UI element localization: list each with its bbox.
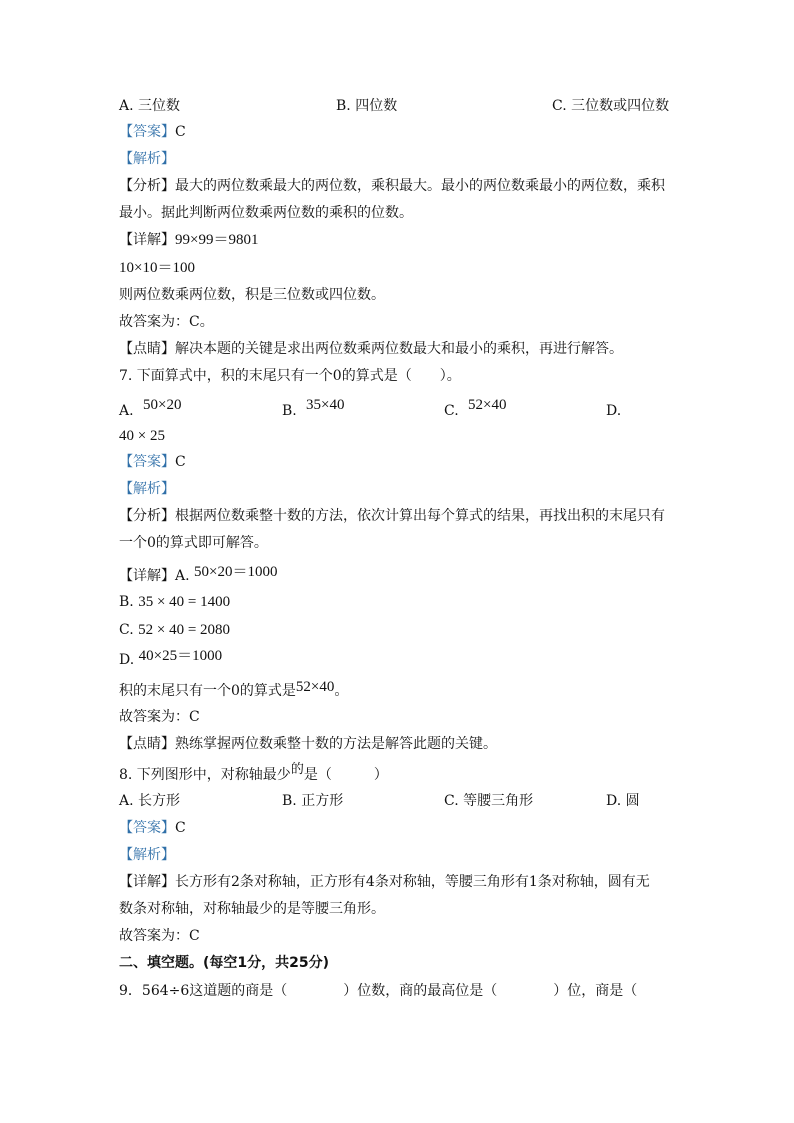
q6-option-a: A. 三位数 bbox=[119, 98, 181, 114]
q6-option-b: B. 四位数 bbox=[336, 98, 398, 114]
q6-option-c: C. 三位数或四位数 bbox=[552, 98, 670, 114]
q8-question: 8. 下列图形中，对称轴最少的是（ ） bbox=[119, 762, 388, 783]
q8-option-b: B. 正方形 bbox=[282, 793, 344, 809]
q8-analysis-tag: 【解析】 bbox=[119, 847, 175, 863]
q7-option-d: 40 × 25 bbox=[119, 428, 165, 444]
q8-answer: 【答案】C bbox=[119, 820, 186, 836]
q7-option-a: 50×20 bbox=[143, 397, 182, 413]
q6-fenxi-line1: 【分析】最大的两位数乘最大的两位数，乘积最大。最小的两位数乘最小的两位数，乘积 bbox=[119, 178, 665, 194]
q7-detail-a: 【详解】A. 50×20＝1000 bbox=[119, 564, 278, 584]
q7-analysis-tag: 【解析】 bbox=[119, 481, 175, 497]
q8-option-a: A. 长方形 bbox=[119, 793, 181, 809]
q7-final-answer: 故答案为：C bbox=[119, 709, 200, 725]
q6-detail-line2: 10×10＝100 bbox=[119, 260, 195, 276]
q7-detail-b: B. 35 × 40 = 1400 bbox=[119, 594, 231, 610]
q7-option-c: 52×40 bbox=[468, 397, 507, 413]
q7-option-d-letter: D. bbox=[606, 403, 622, 419]
q8-option-d: D. 圆 bbox=[606, 793, 640, 809]
q7-conclusion: 积的末尾只有一个0的算式是52×40。 bbox=[119, 679, 349, 699]
q6-fenxi-line2: 最小。据此判断两位数乘两位数的乘积的位数。 bbox=[119, 205, 413, 221]
q6-analysis-tag: 【解析】 bbox=[119, 151, 175, 167]
q6-answer: 【答案】C bbox=[119, 124, 186, 140]
q9-question: 9．564÷6这道题的商是（ ）位数，商的最高位是（ ）位，商是（ bbox=[119, 983, 638, 999]
q7-option-b: 35×40 bbox=[306, 397, 345, 413]
q7-detail-c: C. 52 × 40 = 2080 bbox=[119, 622, 231, 638]
q7-option-a-letter: A. bbox=[119, 403, 134, 419]
q7-fenxi-line1: 【分析】根据两位数乘整十数的方法，依次计算出每个算式的结果，再找出积的末尾只有 bbox=[119, 508, 665, 524]
q6-comment: 【点睛】解决本题的关键是求出两位数乘两位数最大和最小的乘积，再进行解答。 bbox=[119, 341, 623, 357]
q6-final-answer: 故答案为：C。 bbox=[119, 314, 214, 330]
section-heading: 二、填空题。(每空1分，共25分) bbox=[119, 955, 330, 971]
q8-detail-line1: 【详解】长方形有2条对称轴，正方形有4条对称轴，等腰三角形有1条对称轴，圆有无 bbox=[119, 874, 650, 890]
q7-fenxi-line2: 一个0的算式即可解答。 bbox=[119, 535, 268, 551]
q8-detail-line2: 数条对称轴，对称轴最少的是等腰三角形。 bbox=[119, 901, 385, 917]
q7-comment: 【点睛】熟练掌握两位数乘整十数的方法是解答此题的关键。 bbox=[119, 736, 497, 752]
q7-answer: 【答案】C bbox=[119, 454, 186, 470]
q7-option-c-letter: C. bbox=[444, 403, 459, 419]
q7-question: 7. 下面算式中，积的末尾只有一个0的算式是（ ）。 bbox=[119, 368, 461, 384]
q8-final-answer: 故答案为：C bbox=[119, 928, 200, 944]
q6-detail-line1: 【详解】99×99＝9801 bbox=[119, 232, 259, 248]
q8-option-c: C. 等腰三角形 bbox=[444, 793, 534, 809]
q7-detail-d: D. 40×25＝1000 bbox=[119, 648, 223, 668]
q6-detail-line3: 则两位数乘两位数，积是三位数或四位数。 bbox=[119, 287, 385, 303]
q7-option-b-letter: B. bbox=[282, 403, 297, 419]
answer-tag: 【答案】 bbox=[119, 124, 175, 140]
